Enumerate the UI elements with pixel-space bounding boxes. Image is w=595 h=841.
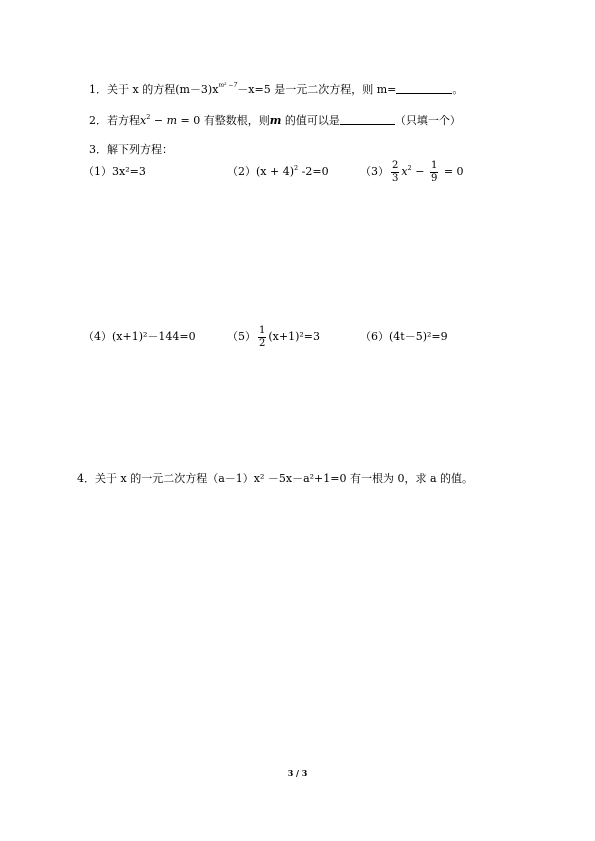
question-1-answer-blank[interactable] bbox=[396, 82, 452, 94]
question-2-minus: − bbox=[150, 114, 167, 127]
question-2-text-post: 的值可以是 bbox=[281, 114, 340, 127]
part-3-fraction-1-9 bbox=[430, 160, 438, 185]
part-6-equation: (4t－5)²=9 bbox=[389, 330, 448, 343]
question-2-number: 2． bbox=[89, 114, 107, 127]
part-3-fraction-2-3 bbox=[391, 160, 399, 185]
question-2-exponent: 2 bbox=[146, 113, 151, 121]
fraction-denominator: 3 bbox=[392, 172, 399, 184]
question-2-text-pre: 若方程 bbox=[107, 114, 140, 127]
question-4 bbox=[77, 472, 473, 486]
question-4-text: 关于 x 的一元二次方程（a－1）x² －5x－a²+1=0 有一根为 0，求 a 的值。 bbox=[95, 472, 474, 485]
part-1-label: （1） bbox=[83, 165, 112, 178]
question-2-text-mid: 有整数根，则 bbox=[200, 114, 270, 127]
question-3-part-5 bbox=[227, 323, 320, 351]
fraction-denominator: 2 bbox=[259, 337, 266, 349]
part-2-label: （2） bbox=[227, 165, 256, 178]
question-2-answer-blank[interactable] bbox=[340, 113, 395, 125]
question-1-number: 1． bbox=[89, 83, 107, 96]
question-2-eq-zero: = 0 bbox=[177, 114, 201, 127]
part-3-exponent: 2 bbox=[407, 164, 412, 172]
question-1-text-post: －x=5 是一元二次方程，则 m= bbox=[237, 83, 397, 96]
part-6-label: （6） bbox=[360, 330, 389, 343]
fraction-numerator: 2 bbox=[392, 159, 399, 171]
part-4-equation: (x+1)²－144=0 bbox=[112, 330, 196, 343]
question-1-text: 关于 x 的方程(m－3)x bbox=[107, 83, 219, 96]
question-3-part-1 bbox=[83, 165, 146, 179]
question-2 bbox=[89, 113, 461, 128]
page-number: 3 / 3 bbox=[287, 768, 308, 778]
question-2-end: （只填一个） bbox=[394, 114, 461, 127]
question-3-part-2 bbox=[227, 165, 329, 179]
fraction-numerator: 1 bbox=[430, 159, 438, 171]
fraction-denominator: 9 bbox=[430, 172, 438, 184]
part-5-label: （5） bbox=[227, 330, 256, 343]
part-3-eq-zero: = 0 bbox=[440, 165, 464, 178]
part-2-equation-rest: -2=0 bbox=[298, 165, 329, 178]
question-1 bbox=[89, 82, 463, 97]
question-4-number: 4． bbox=[77, 472, 95, 485]
question-3-part-6 bbox=[360, 330, 448, 344]
question-1-end: 。 bbox=[452, 83, 464, 96]
part-1-equation: 3x²=3 bbox=[112, 165, 146, 178]
part-4-label: （4） bbox=[83, 330, 112, 343]
question-3-part-4 bbox=[83, 330, 196, 344]
question-3-title: 3．解下列方程： bbox=[89, 143, 173, 156]
question-2-var-m: m bbox=[166, 114, 178, 127]
question-3-part-3 bbox=[360, 158, 464, 186]
part-3-label: （3） bbox=[360, 165, 389, 178]
part-5-fraction-1-2 bbox=[258, 325, 266, 350]
part-2-exponent: 2 bbox=[294, 164, 299, 172]
question-1-exponent: m² −7 bbox=[218, 82, 238, 89]
part-3-var-x: x bbox=[401, 165, 408, 178]
part-2-equation: (x + 4) bbox=[256, 165, 294, 178]
part-3-minus: − bbox=[411, 165, 428, 178]
fraction-numerator: 1 bbox=[259, 324, 266, 336]
question-2-var-x: x bbox=[140, 114, 147, 127]
question-2-var-m-2: m bbox=[269, 114, 282, 127]
part-5-equation: (x+1)²=3 bbox=[268, 330, 321, 343]
